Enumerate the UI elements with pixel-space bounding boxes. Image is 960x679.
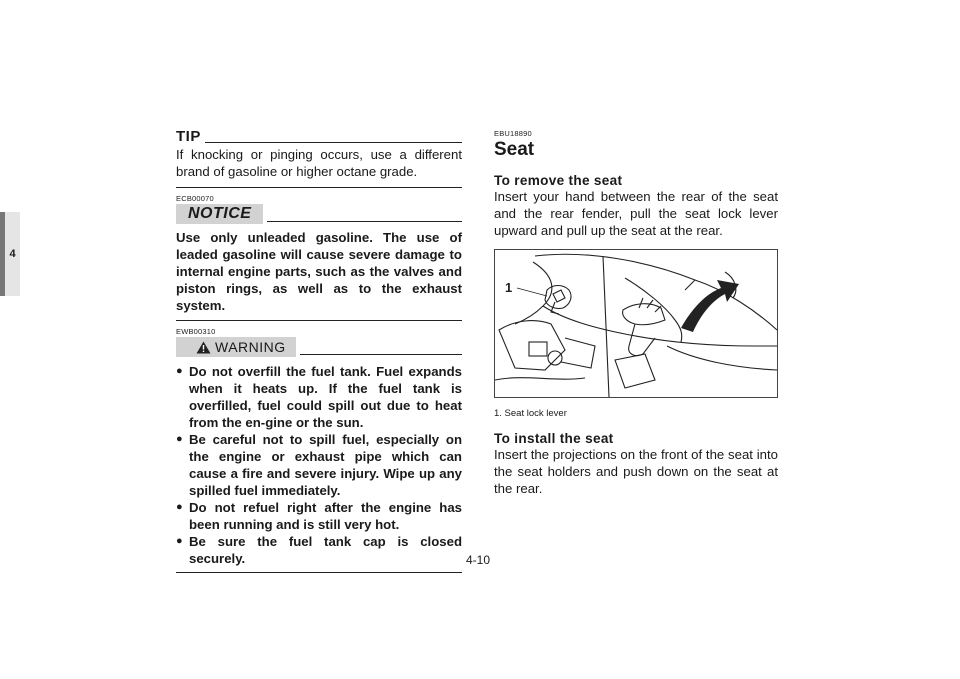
warning-label: WARNING xyxy=(215,339,286,355)
warning-code: EWB00310 xyxy=(176,327,216,336)
right-column xyxy=(494,128,778,497)
seat-section-code: EBU18890 xyxy=(494,129,532,138)
notice-rule xyxy=(267,221,462,222)
warning-heading-row xyxy=(176,337,462,357)
chapter-tab-number: 4 xyxy=(9,248,16,260)
remove-seat-text: Insert your hand between the rear of the seat and the rear fender, pull the seat lock lever upward and pull up the seat at the rear. xyxy=(494,189,778,238)
lift-arrow-icon xyxy=(681,280,739,332)
notice-badge: NOTICE xyxy=(176,204,263,224)
notice-end-rule xyxy=(176,320,462,321)
notice-text: Use only unleaded gasoline. The use of leaded gasoline will cause severe damage to internal engine parts, such as the valves and piston rings, as well as to the exhaust system. xyxy=(176,230,462,313)
tip-end-rule xyxy=(176,187,462,188)
tip-heading: TIP xyxy=(176,128,201,145)
warning-item: ● Do not overfill the fuel tank. Fuel expands when it heats up. If the fuel tank is overfilled, fuel could spill out due to heat from the en-gine or the sun. xyxy=(176,363,462,431)
page-number: 4-10 xyxy=(466,553,491,567)
warning-triangle-icon xyxy=(196,341,211,354)
warning-badge xyxy=(176,337,296,357)
figure-callout-number: 1 xyxy=(505,280,513,295)
figure-caption: 1. Seat lock lever xyxy=(494,408,567,419)
warning-rule xyxy=(300,354,462,355)
tip-text: If knocking or pinging occurs, use a different brand of gasoline or higher octane grade. xyxy=(176,147,462,179)
warning-item: ● Be careful not to spill fuel, especially on the engine or exhaust pipe which can cause a fire and severe injury. Wipe up any spilled fuel immediately. xyxy=(176,431,462,499)
seat-illustration xyxy=(495,250,777,397)
seat-section-title: Seat xyxy=(494,139,535,160)
seat-lock-figure xyxy=(494,249,778,398)
warning-end-rule xyxy=(176,572,462,573)
install-seat-text: Insert the projections on the front of the seat into the seat holders and push down on the seat at the rear. xyxy=(494,447,778,496)
tip-rule xyxy=(205,142,462,143)
install-seat-heading: To install the seat xyxy=(494,431,614,446)
tip-heading-row xyxy=(176,128,462,145)
warning-list xyxy=(176,363,462,567)
notice-code: ECB00070 xyxy=(176,194,214,203)
remove-seat-heading: To remove the seat xyxy=(494,173,623,188)
warning-item: ● Do not refuel right after the engine has been running and is still very hot. xyxy=(176,499,462,533)
left-column xyxy=(176,128,462,573)
notice-heading-row xyxy=(176,204,462,224)
warning-item: ● Be sure the fuel tank cap is closed securely. xyxy=(176,533,462,567)
chapter-tab xyxy=(0,212,20,296)
